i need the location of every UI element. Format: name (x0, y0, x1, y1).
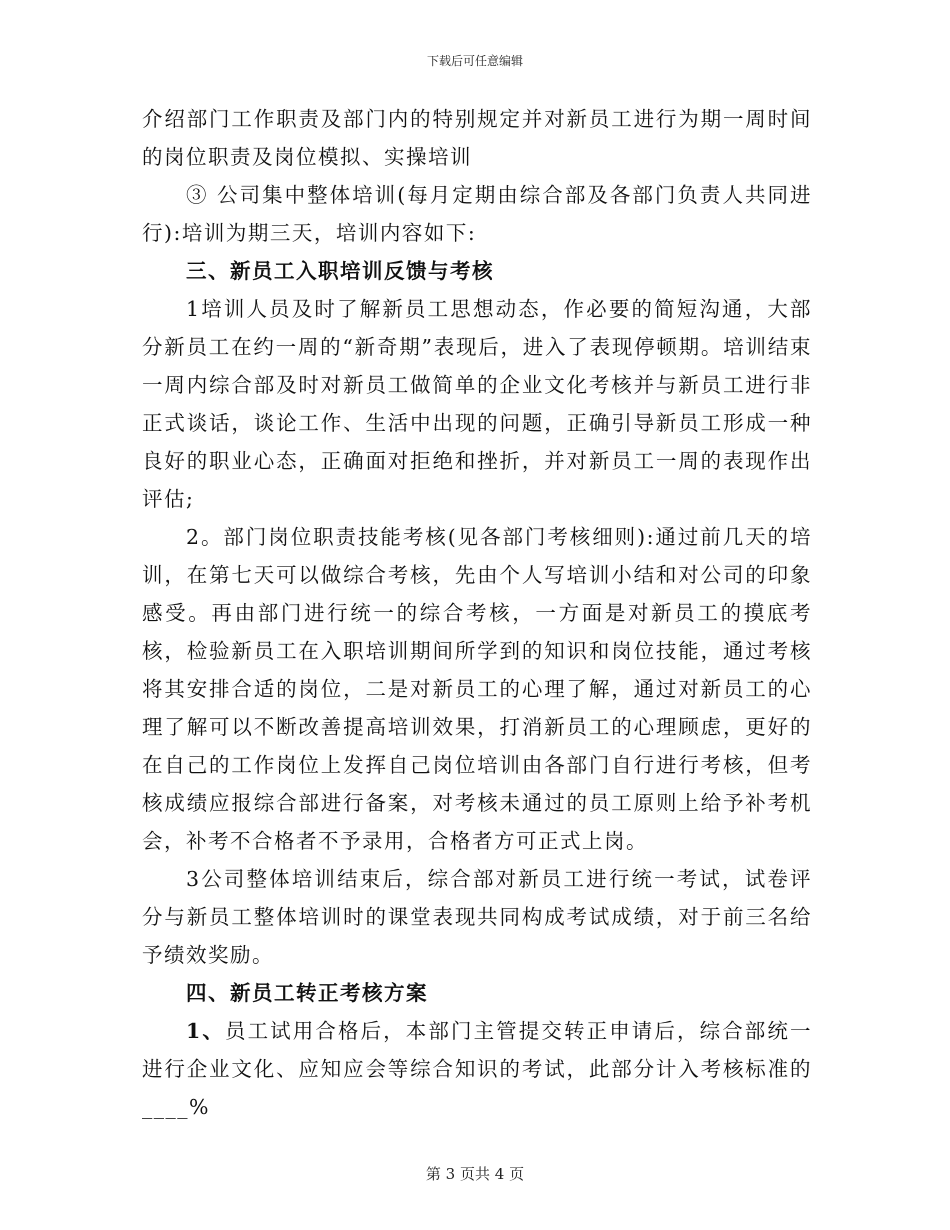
paragraph-number: 1、 (186, 1019, 225, 1043)
section-heading-3: 三、新员工入职培训反馈与考核 (186, 259, 494, 283)
paragraph-probation-1 (142, 1012, 812, 1126)
paragraph-feedback-3: 3公司整体培训结束后，综合部对新员工进行统一考试，试卷评分与新员工整体培训时的课堂表现共同构成考试成绩，对于前三名给予绩效奖励。 (142, 867, 812, 967)
paragraph-text: 员工试用合格后，本部门主管提交转正申请后，综合部统一进行企业文化、应知应会等综合知识的考试，此部分计入考核标准的____% (142, 1019, 812, 1119)
page-header: 下载后可任意编辑 (426, 54, 523, 68)
paragraph-feedback-1: 1培训人员及时了解新员工思想动态，作必要的简短沟通，大部分新员工在约一周的“新奇期”表现后，进入了表现停顿期。培训结束一周内综合部及时对新员工做简单的企业文化考核并与新员工进行非正式谈话，谈论工作、生活中出现的问题，正确引导新员工形成一种良好的职业心态，正确面对拒绝和挫折，并对新员工一周的表现作出评估; (142, 297, 812, 511)
section-heading-4: 四、新员工转正考核方案 (186, 981, 428, 1005)
paragraph-company-training: ③ 公司集中整体培训(每月定期由综合部及各部门负责人共同进行):培训为期三天，培训内容如下: (142, 183, 812, 245)
document-body (142, 100, 812, 1126)
paragraph-dept-intro: 介绍部门工作职责及部门内的特别规定并对新员工进行为期一周时间的岗位职责及岗位模拟、实操培训 (142, 107, 812, 169)
page-footer: 第 3 页共 4 页 (425, 1165, 525, 1183)
paragraph-feedback-2: 2。部门岗位职责技能考核(见各部门考核细则):通过前几天的培训，在第七天可以做综合考核，先由个人写培训小结和对公司的印象感受。再由部门进行统一的综合考核，一方面是对新员工的摸底考核，检验新员工在入职培训期间所学到的知识和岗位技能，通过考核将其安排合适的岗位，二是对新员工的心理了解，通过对新员工的心理了解可以不断改善提高培训效果，打消新员工的心理顾虑，更好的在自己的工作岗位上发挥自己岗位培训由各部门自行进行考核，但考核成绩应报综合部进行备案，对考核未通过的员工原则上给予补考机会，补考不合格者不予录用，合格者方可正式上岗。 (142, 525, 812, 853)
